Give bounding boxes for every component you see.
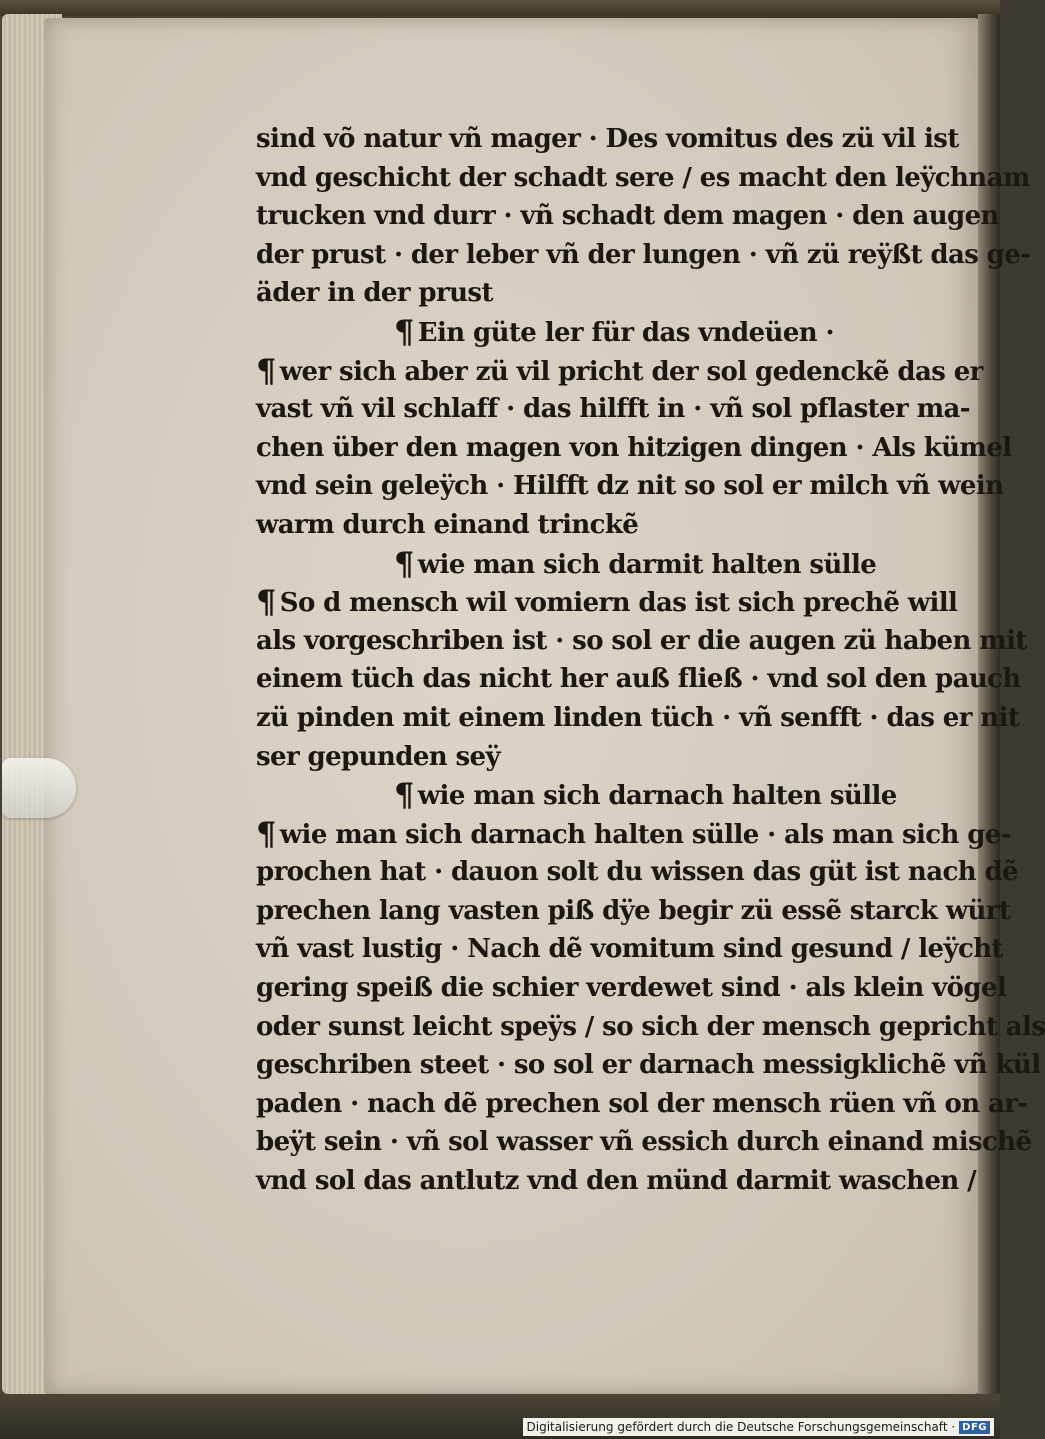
line-text: paden · nach dẽ prechen sol der mensch rüen vñ on ar- [256,1088,1028,1119]
line-text: Ein güte ler für das vndeüen · [417,317,835,348]
line-text: vnd geschicht der schadt sere / es macht den leÿchnam [256,162,1030,193]
line-text: wie man sich darmit halten sülle [417,549,877,580]
funding-footer [523,1418,994,1436]
text-line [256,274,896,313]
text-line [256,467,1004,506]
page-text-block [256,120,1045,1201]
line-text: beÿt sein · vñ sol wasser vñ essich durch einand mischẽ [256,1127,1032,1158]
section-heading [256,313,896,352]
pilcrow-icon: ¶ [256,351,276,390]
pilcrow-icon: ¶ [394,776,414,815]
line-text: ser gepunden seÿ [256,741,501,772]
dfg-logo: DFG [959,1421,990,1434]
text-line [256,159,1030,198]
text-line [256,236,1031,275]
line-text: prochen hat · dauon solt du wissen das güt ist nach dẽ [256,857,1018,888]
text-line [256,429,1012,468]
line-text: oder sunst leicht speÿs / so sich der mensch gepricht als [256,1011,1045,1042]
line-text: trucken vnd durr · vñ schadt dem magen · den augen [256,201,999,232]
text-line [256,197,999,236]
text-line [256,351,983,391]
book-cover-top [0,0,1000,16]
line-text: wie man sich darnach halten sülle [417,781,897,812]
text-line [256,583,958,622]
line-text: vnd sein geleÿch · Hilfft dz nit so sol er milch vñ wein [256,471,1004,502]
text-line [256,1123,1032,1162]
funding-note: Digitalisierung gefördert durch die Deutsche Forschungsgemeinschaft · [526,1420,956,1434]
line-text: äder in der prust [256,278,493,309]
line-text: wer sich aber zü vil pricht der sol gedenckẽ das er [279,356,983,387]
text-line [256,506,896,545]
text-line [256,1162,977,1201]
pilcrow-icon: ¶ [256,814,276,853]
line-text: als vorgeschriben ist · so sol er die augen zü haben mit [256,625,1027,656]
text-line [256,120,959,159]
line-text: chen über den magen von hitzigen dingen · Als kümel [256,432,1012,463]
section-heading [256,545,896,584]
text-line [256,892,1011,931]
text-line [256,853,1018,892]
line-text: einem tüch das nicht her auß fließ · vnd sol den pauch [256,664,1021,695]
pilcrow-icon: ¶ [394,312,414,351]
text-line [256,1008,1045,1047]
section-heading [256,776,896,815]
page-clip [2,758,76,818]
pilcrow-icon: ¶ [394,544,414,583]
line-text: So d mensch wil vomiern das ist sich prechẽ will [279,588,958,619]
line-text: gering speiß die schier verdewet sind · als klein vögel [256,973,1007,1004]
line-text: warm durch einand trinckẽ [256,509,639,540]
line-text: vnd sol das antlutz vnd den münd darmit waschen / [256,1166,977,1197]
text-line [256,660,1021,699]
text-line [256,930,1003,969]
line-text: vast vñ vil schlaff · das hilfft in · vñ sol pflaster ma- [256,394,970,425]
line-text: geschriben steet · so sol er darnach messigklichẽ vñ kül [256,1050,1041,1081]
line-text: wie man sich darnach halten sülle · als man sich ge- [279,819,1011,850]
line-text: vñ vast lustig · Nach dẽ vomitum sind gesund / leÿcht [256,934,1003,965]
text-line [256,814,1011,854]
line-text: sind võ natur vñ mager · Des vomitus des zü vil ist [256,124,959,154]
text-line [256,1085,1028,1124]
pilcrow-icon: ¶ [256,583,276,622]
line-text: zü pinden mit einem linden tüch · vñ senfft · das er nit [256,702,1020,733]
text-line [256,699,1020,738]
line-text: der prust · der leber vñ der lungen · vñ zü reÿßt das ge- [256,239,1031,270]
text-line [256,1046,1041,1085]
text-line [256,969,1007,1008]
text-line [256,622,1027,661]
text-line [256,738,896,777]
line-text: prechen lang vasten piß dÿe begir zü essẽ starck würt [256,895,1011,926]
text-line [256,390,970,429]
